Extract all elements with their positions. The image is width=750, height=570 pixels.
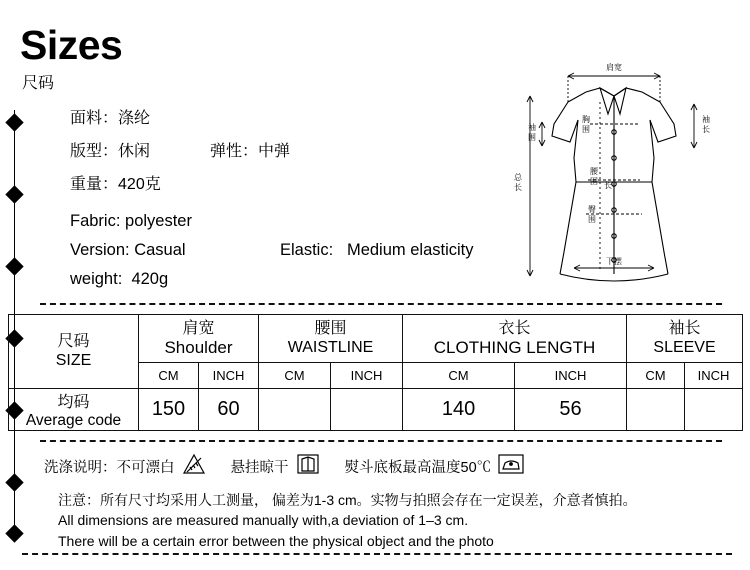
care-item-bleach: 不可漂白 <box>117 452 213 480</box>
header-clothing-length: 衣长 CLOTHING LENGTH <box>403 315 627 363</box>
spec-fabric-en: Fabric: polyester <box>70 212 192 230</box>
care-label: 洗涤说明： <box>44 459 117 476</box>
garment-measurement-diagram <box>508 62 740 300</box>
rail-diamond <box>5 257 23 275</box>
spec-fabric: 面料：涤纶 <box>70 110 151 127</box>
rail-diamond <box>5 185 23 203</box>
spec-row <box>70 270 510 289</box>
label-sleeve-length: 袖 <box>702 115 710 124</box>
no-bleach-icon <box>181 452 207 480</box>
care-item-hangdry: 悬挂晾干 <box>231 452 327 480</box>
label-hem: 下摆 <box>606 257 622 266</box>
unit-shoulder-inch: INCH <box>199 363 259 389</box>
page-subtitle: 尺码 <box>22 75 55 92</box>
unit-waist-inch: INCH <box>331 363 403 389</box>
note-line: All dimensions are measured manually with,a deviation of 1–3 cm. <box>58 512 469 529</box>
cell-waist-cm <box>259 389 331 431</box>
cell-shoulder-inch: 60 <box>199 389 259 431</box>
label-bust: 胸 <box>582 115 590 124</box>
cell-length-inch: 56 <box>515 389 627 431</box>
cell-sleeve-inch <box>685 389 743 431</box>
spec-version-en: Version: Casual <box>70 241 186 259</box>
divider-bottom <box>22 553 732 555</box>
label-waist2: 围 <box>590 177 598 186</box>
table-row <box>9 389 743 431</box>
spec-english <box>70 212 510 289</box>
spec-row <box>70 241 510 260</box>
unit-length-inch: INCH <box>515 363 627 389</box>
label-bust2: 围 <box>582 125 590 134</box>
page-title: Sizes <box>20 22 123 68</box>
spec-row <box>70 212 510 231</box>
size-table <box>8 314 742 431</box>
label-waist: 腰 <box>590 167 598 176</box>
header-sleeve: 袖长 SLEEVE <box>627 315 743 363</box>
size-table-grid <box>8 314 743 431</box>
cell-sleeve-cm <box>627 389 685 431</box>
unit-sleeve-cm: CM <box>627 363 685 389</box>
label-sleeve-circ2: 围 <box>528 133 536 142</box>
spec-elastic-en: Elastic: Medium elasticity <box>280 241 474 259</box>
unit-sleeve-inch: INCH <box>685 363 743 389</box>
cell-waist-inch <box>331 389 403 431</box>
label-sleeve-length2: 长 <box>702 125 710 134</box>
care-item-iron: 熨斗底板最高温度50℃ <box>345 452 532 480</box>
label-hip: 臀 <box>588 205 596 214</box>
row-label: 均码 Average code <box>9 389 139 431</box>
spec-elastic: 弹性：中弹 <box>210 143 291 160</box>
header-waistline: 腰围 WAISTLINE <box>259 315 403 363</box>
rail-diamond <box>5 113 23 131</box>
spec-weight-en: weight: 420g <box>70 270 169 288</box>
table-header-row <box>9 315 743 363</box>
dress-outline <box>552 88 676 281</box>
note-line: 注意：所有尺寸均采用人工测量， 偏差为1-3 cm。实物与拍照会存在一定误差，介意者慎拍。 <box>58 492 637 508</box>
spec-weight: 重量：420克 <box>70 176 161 193</box>
spec-chinese <box>70 105 510 194</box>
label-total-length: 总 <box>514 173 522 182</box>
cell-shoulder-cm: 150 <box>139 389 199 431</box>
label-sleeve-circ: 袖 <box>528 123 536 132</box>
rail-diamond <box>5 473 23 491</box>
cell-length-cm: 140 <box>403 389 515 431</box>
divider-care <box>40 440 722 442</box>
label-hip2: 围 <box>588 215 596 224</box>
iron-icon <box>497 452 525 480</box>
notes-block <box>58 490 730 551</box>
label-shoulder: 肩宽 <box>606 63 622 72</box>
spec-version: 版型：休闲 <box>70 143 151 160</box>
unit-length-cm: CM <box>403 363 515 389</box>
unit-waist-cm: CM <box>259 363 331 389</box>
spec-row <box>70 138 510 161</box>
label-total-length2: 长 <box>514 183 522 192</box>
spec-row <box>70 171 510 194</box>
spec-row <box>70 105 510 128</box>
care-instructions <box>44 452 720 480</box>
header-size: 尺码 SIZE <box>9 315 139 389</box>
note-line: There will be a certain error between the physical object and the photo <box>58 532 494 549</box>
divider-top <box>40 303 722 305</box>
header-shoulder: 肩宽 Shoulder <box>139 315 259 363</box>
unit-shoulder-cm: CM <box>139 363 199 389</box>
specification-block <box>70 105 510 299</box>
label-length: 长 <box>604 181 612 190</box>
rail-diamond <box>5 524 23 542</box>
hang-dry-icon <box>295 452 321 480</box>
